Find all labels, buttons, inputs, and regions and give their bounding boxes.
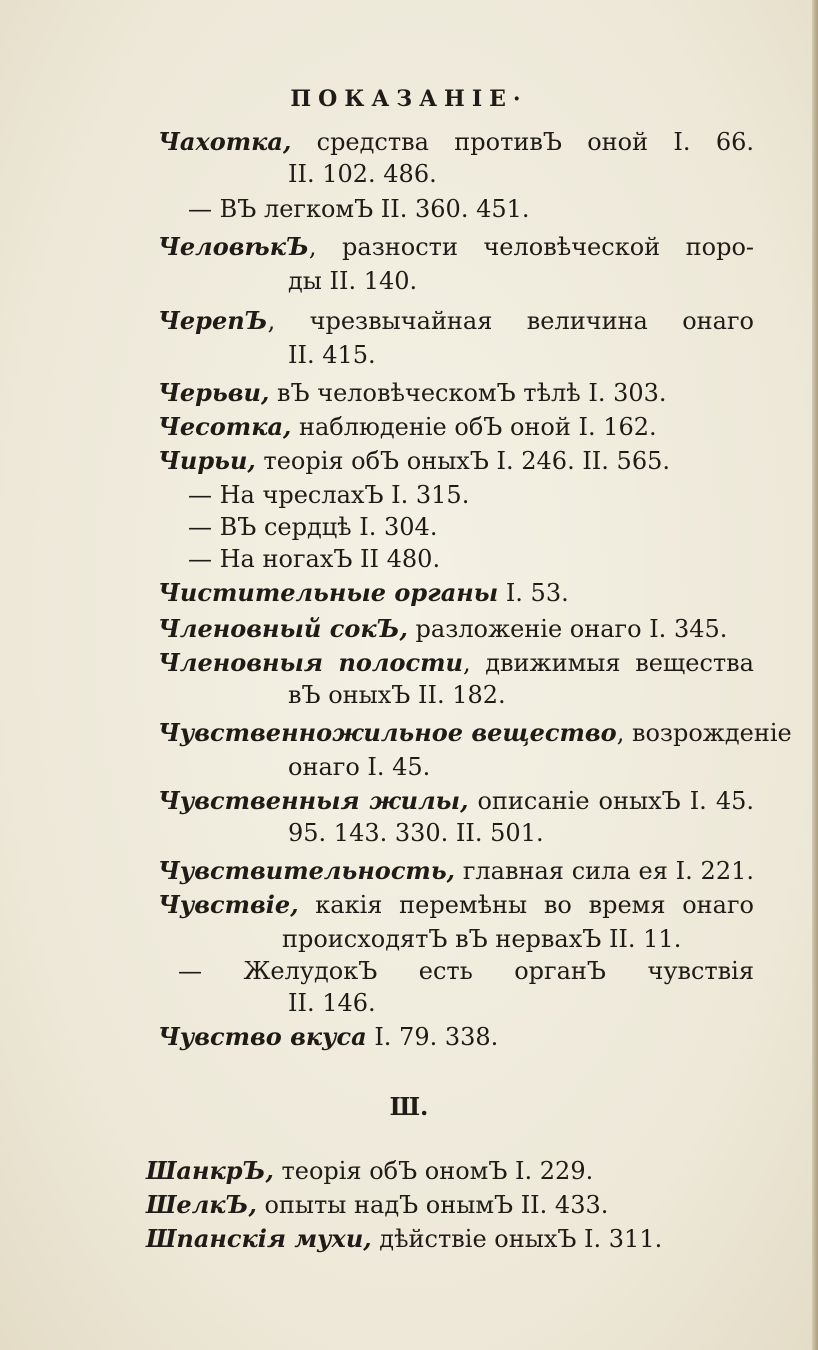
entry-text: какія перемѣны во время онаго: [298, 891, 754, 919]
entry-text: опыты надЪ онымЪ II. 433.: [256, 1191, 609, 1219]
entry-term: Чувствительность,: [158, 856, 456, 885]
index-subentry: [188, 480, 469, 510]
entry-text: II. 146.: [288, 989, 376, 1017]
index-entry-continuation: [288, 340, 376, 370]
index-entry-continuation: [282, 924, 681, 954]
entry-text: , разности человѣческой поро-: [308, 233, 754, 261]
entry-term: Чистительные органы: [158, 578, 499, 607]
index-entry: [158, 1022, 498, 1052]
index-entry-continuation: [288, 752, 430, 782]
index-entry: [158, 232, 754, 262]
index-entry: [158, 648, 754, 678]
index-entry: [146, 1156, 593, 1186]
entry-text: происходятЪ вЪ нервахЪ II. 11.: [282, 925, 682, 953]
entry-text: — ВЪ легкомЪ II. 360. 451.: [188, 195, 530, 223]
entry-term: Чесотка,: [158, 412, 292, 441]
entry-text: І. 53.: [498, 579, 569, 607]
index-entry: [158, 378, 667, 408]
index-entry: [158, 614, 727, 644]
index-entry: [158, 412, 657, 442]
entry-text: описаніе оныхЪ І. 45.: [468, 787, 754, 815]
entry-term: ШелкЪ,: [146, 1190, 257, 1219]
entry-term: Членовныя полости: [158, 648, 463, 677]
entry-text: , возрожденіе: [616, 719, 792, 747]
entry-text: II. 415.: [288, 341, 376, 369]
entry-text: 95. 143. 330. II. 501.: [288, 819, 544, 847]
entry-text: — ЖелудокЪ есть органЪ чувствія: [178, 957, 754, 985]
entry-term: Чахотка,: [158, 127, 292, 156]
entry-text: дѣйствіе оныхЪ І. 311.: [371, 1225, 663, 1253]
entry-text: ды II. 140.: [288, 267, 418, 295]
entry-text: разложеніе онаго І. 345.: [407, 615, 728, 643]
running-head: ПОКАЗАНІЕ·: [290, 86, 528, 112]
entry-text: средства противЪ оной І. 66.: [291, 128, 754, 156]
index-entry-continuation: [288, 818, 544, 848]
entry-term: ЧеловѣкЪ: [158, 232, 309, 261]
index-subentry: [188, 194, 530, 224]
entry-term: Членовный сокЪ,: [158, 614, 408, 643]
entry-text: наблюденіе обЪ оной І. 162.: [291, 413, 657, 441]
index-entry: [158, 890, 754, 920]
index-entry: [158, 786, 754, 816]
index-entry: [158, 306, 754, 336]
entry-text: II. 102. 486.: [288, 160, 437, 188]
entry-text: — На ногахЪ II 480.: [188, 545, 441, 573]
entry-term: ШанкрЪ,: [146, 1156, 274, 1185]
entry-term: Чирьи,: [158, 446, 256, 475]
page-spine-shadow: [812, 0, 818, 1350]
entry-term: Чувствіе,: [158, 890, 299, 919]
index-entry-continuation: [288, 680, 506, 710]
entry-text: — ВЪ сердцѣ І. 304.: [188, 513, 438, 541]
entry-term: Чувство вкуса: [158, 1022, 367, 1051]
entry-text: вЪ оныхЪ II. 182.: [288, 681, 506, 709]
index-entry: [146, 1224, 662, 1254]
entry-term: Черьви,: [158, 378, 270, 407]
index-entry: [146, 1190, 608, 1220]
index-entry: [158, 856, 754, 886]
entry-term: Шпанскія мухи,: [146, 1224, 372, 1253]
index-subentry: [188, 544, 440, 574]
index-entry: [158, 578, 569, 608]
index-entry-continuation: [288, 159, 437, 189]
entry-term: Чувственныя жилы,: [158, 786, 469, 815]
section-letter-heading: Ш.: [389, 1092, 429, 1121]
index-subentry: [178, 956, 754, 986]
entry-text: вЪ человѣческомЪ тѣлѣ І. 303.: [269, 379, 667, 407]
index-entry: [158, 446, 670, 476]
entry-text: теорія обЪ оныхЪ І. 246. II. 565.: [255, 447, 670, 475]
entry-text: — На чреслахЪ І. 315.: [188, 481, 470, 509]
entry-term: ЧерепЪ: [158, 306, 268, 335]
entry-term: Чувственножильное вещество: [158, 718, 617, 747]
entry-text: теорія обЪ ономЪ І. 229.: [273, 1157, 594, 1185]
entry-text: онаго І. 45.: [288, 753, 431, 781]
entry-text: главная сила ея І. 221.: [455, 857, 754, 885]
index-entry: [158, 127, 754, 157]
entry-text: І. 79. 338.: [366, 1023, 499, 1051]
index-entry: [158, 718, 792, 748]
entry-text: , движимыя вещества: [462, 649, 754, 677]
index-entry-continuation: [288, 988, 376, 1018]
entry-text: , чрезвычайная величина онаго: [267, 307, 754, 335]
index-subentry: [188, 512, 437, 542]
index-entry-continuation: [288, 266, 417, 296]
